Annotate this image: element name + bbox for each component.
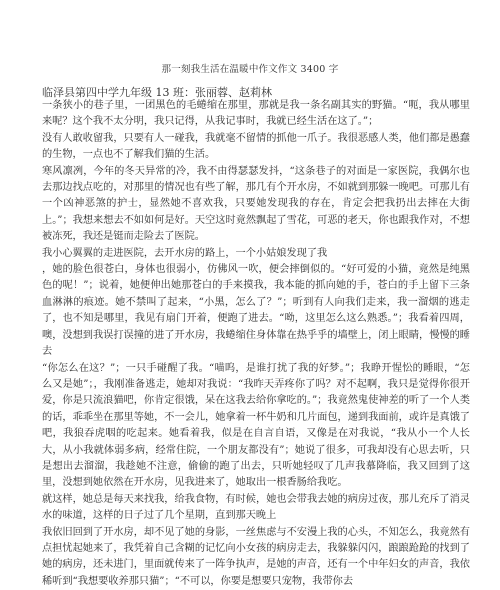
author-byline: 临泽县第四中学九年级 13 班：张丽蓉、赵莉林 (42, 86, 272, 99)
paragraph: “你怎么在这？”；一只手碰醒了我。“喵呜，是谁打扰了我的好梦。”；我睁开惺忪的睡眼，“怎么又是她”；，我刚准备逃走，她却对我说：“我昨天弄疼你了吗？对不起啊，我只是觉得你很开爱，你是只流浪猫吧，你肯定很饿，呆在这我去给你拿吃的。”；我竟然鬼使神差的听了一个人类的话，乖乖坐在那里等她，不一会儿，她拿着一杯牛奶和几片面包，递到我面前，或许是真饿了吧，我狼吞虎咽的吃起来。她看着我，似是在自言自语，又像是在对我说，“我从小一个人长大，从小我就体弱多病，经常住院，一个朋友都没有”；她说了很多，可我却没有心思去听，只是想出去溜溜，我趁她不注意，偷偷的跑了出去，只听她轻叹了几声我慕降临，我又回到了这里，没想到她依然在开水房，见我进来了，她取出一根香肠给我吃。 (42, 362, 470, 489)
paragraph: 寒风凛冽，今年的冬天异常的冷，我不由得瑟瑟发抖，“这条巷子的对面是一家医院，我偶尔也去那边找点吃的，对那里的情况也有些了解，那几有个开水房，不如就到那躲一晚吧。可那儿有一个凶神恶煞的护士，显然她不喜欢我，只要她发现我的存在，肯定会把我扔出去摔在大街上。”；我想来想去不如如何是好。天空这时竟然飘起了雪花，可恶的老天，你也跟我作对，不想被冻死，我还是铤而走险去了医院。 (42, 165, 470, 243)
paragraph: 一条狭小的巷子里，一团黑色的毛蜷缩在那里，那就是我一条名副其实的野猫。“呃，我从哪里来呢？这个我不太分明，我只记得，从我记事时，我就已经生活在这了。”； (42, 100, 470, 128)
document-title: 那一刻我生活在温暖中作文作文 3400 字 (161, 64, 339, 75)
paragraph: 就这样，她总是每天来找我，给我食物，有时候，她也会带我去她的病房过夜，那儿充斥了消灵水的味道，这样的日子过了几个星期，直到那天晚上 (42, 493, 470, 522)
paragraph: 没有人敢收留我，只要有人一碰我，我就毫不留情的抓他一爪子。我很恶感人类，他们都是愚蠢的生物，一点也不了解我们猫的生活。 (42, 132, 470, 161)
document-body (42, 98, 470, 590)
paragraph: 我小心翼翼的走进医院，去开水房的路上，一个小姑娘发现了我 (42, 247, 328, 259)
paragraph: ，她的脸色很苍白，身体也很弱小，仿佛风一吹，便会摔倒似的。“好可爱的小猫，竟然是纯黑色的呢！”；说着，她便伸出她那苍白的手来摸我，我本能的抓向她的手，苍白的手上留下三条血淋淋的痕迹。她不禁叫了起来，“小黑，怎么了？”；听到有人向我们走来，我一溜烟的逃走了，也不知是哪里，我见有扇门开着，便跑了进去。“呦，这里怎么这么熟悉。”；我看着四周，噢，没想到我误打误撞的进了开水房，我蜷缩住身体靠在热乎乎的墙壁上，闭上眼睛，慢慢的睡去 (42, 264, 470, 358)
paragraph: 我依旧回到了开水房，却不见了她的身影，一丝焦虑与不安漫上我的心头，不知怎么，我竟然有点担忧起她来了，我凭着自己含糊的记忆向小女孩的病房走去，我躲躲闪闪，踉踉跄跄的找到了她的病房，还未进门，里面就传来了一阵争执声，是她的声音，还有一个中年妇女的声音，我依稀听到“我想要收养那只猫”；“不可以，你要是想要只宠物，我带你去 (42, 526, 470, 587)
